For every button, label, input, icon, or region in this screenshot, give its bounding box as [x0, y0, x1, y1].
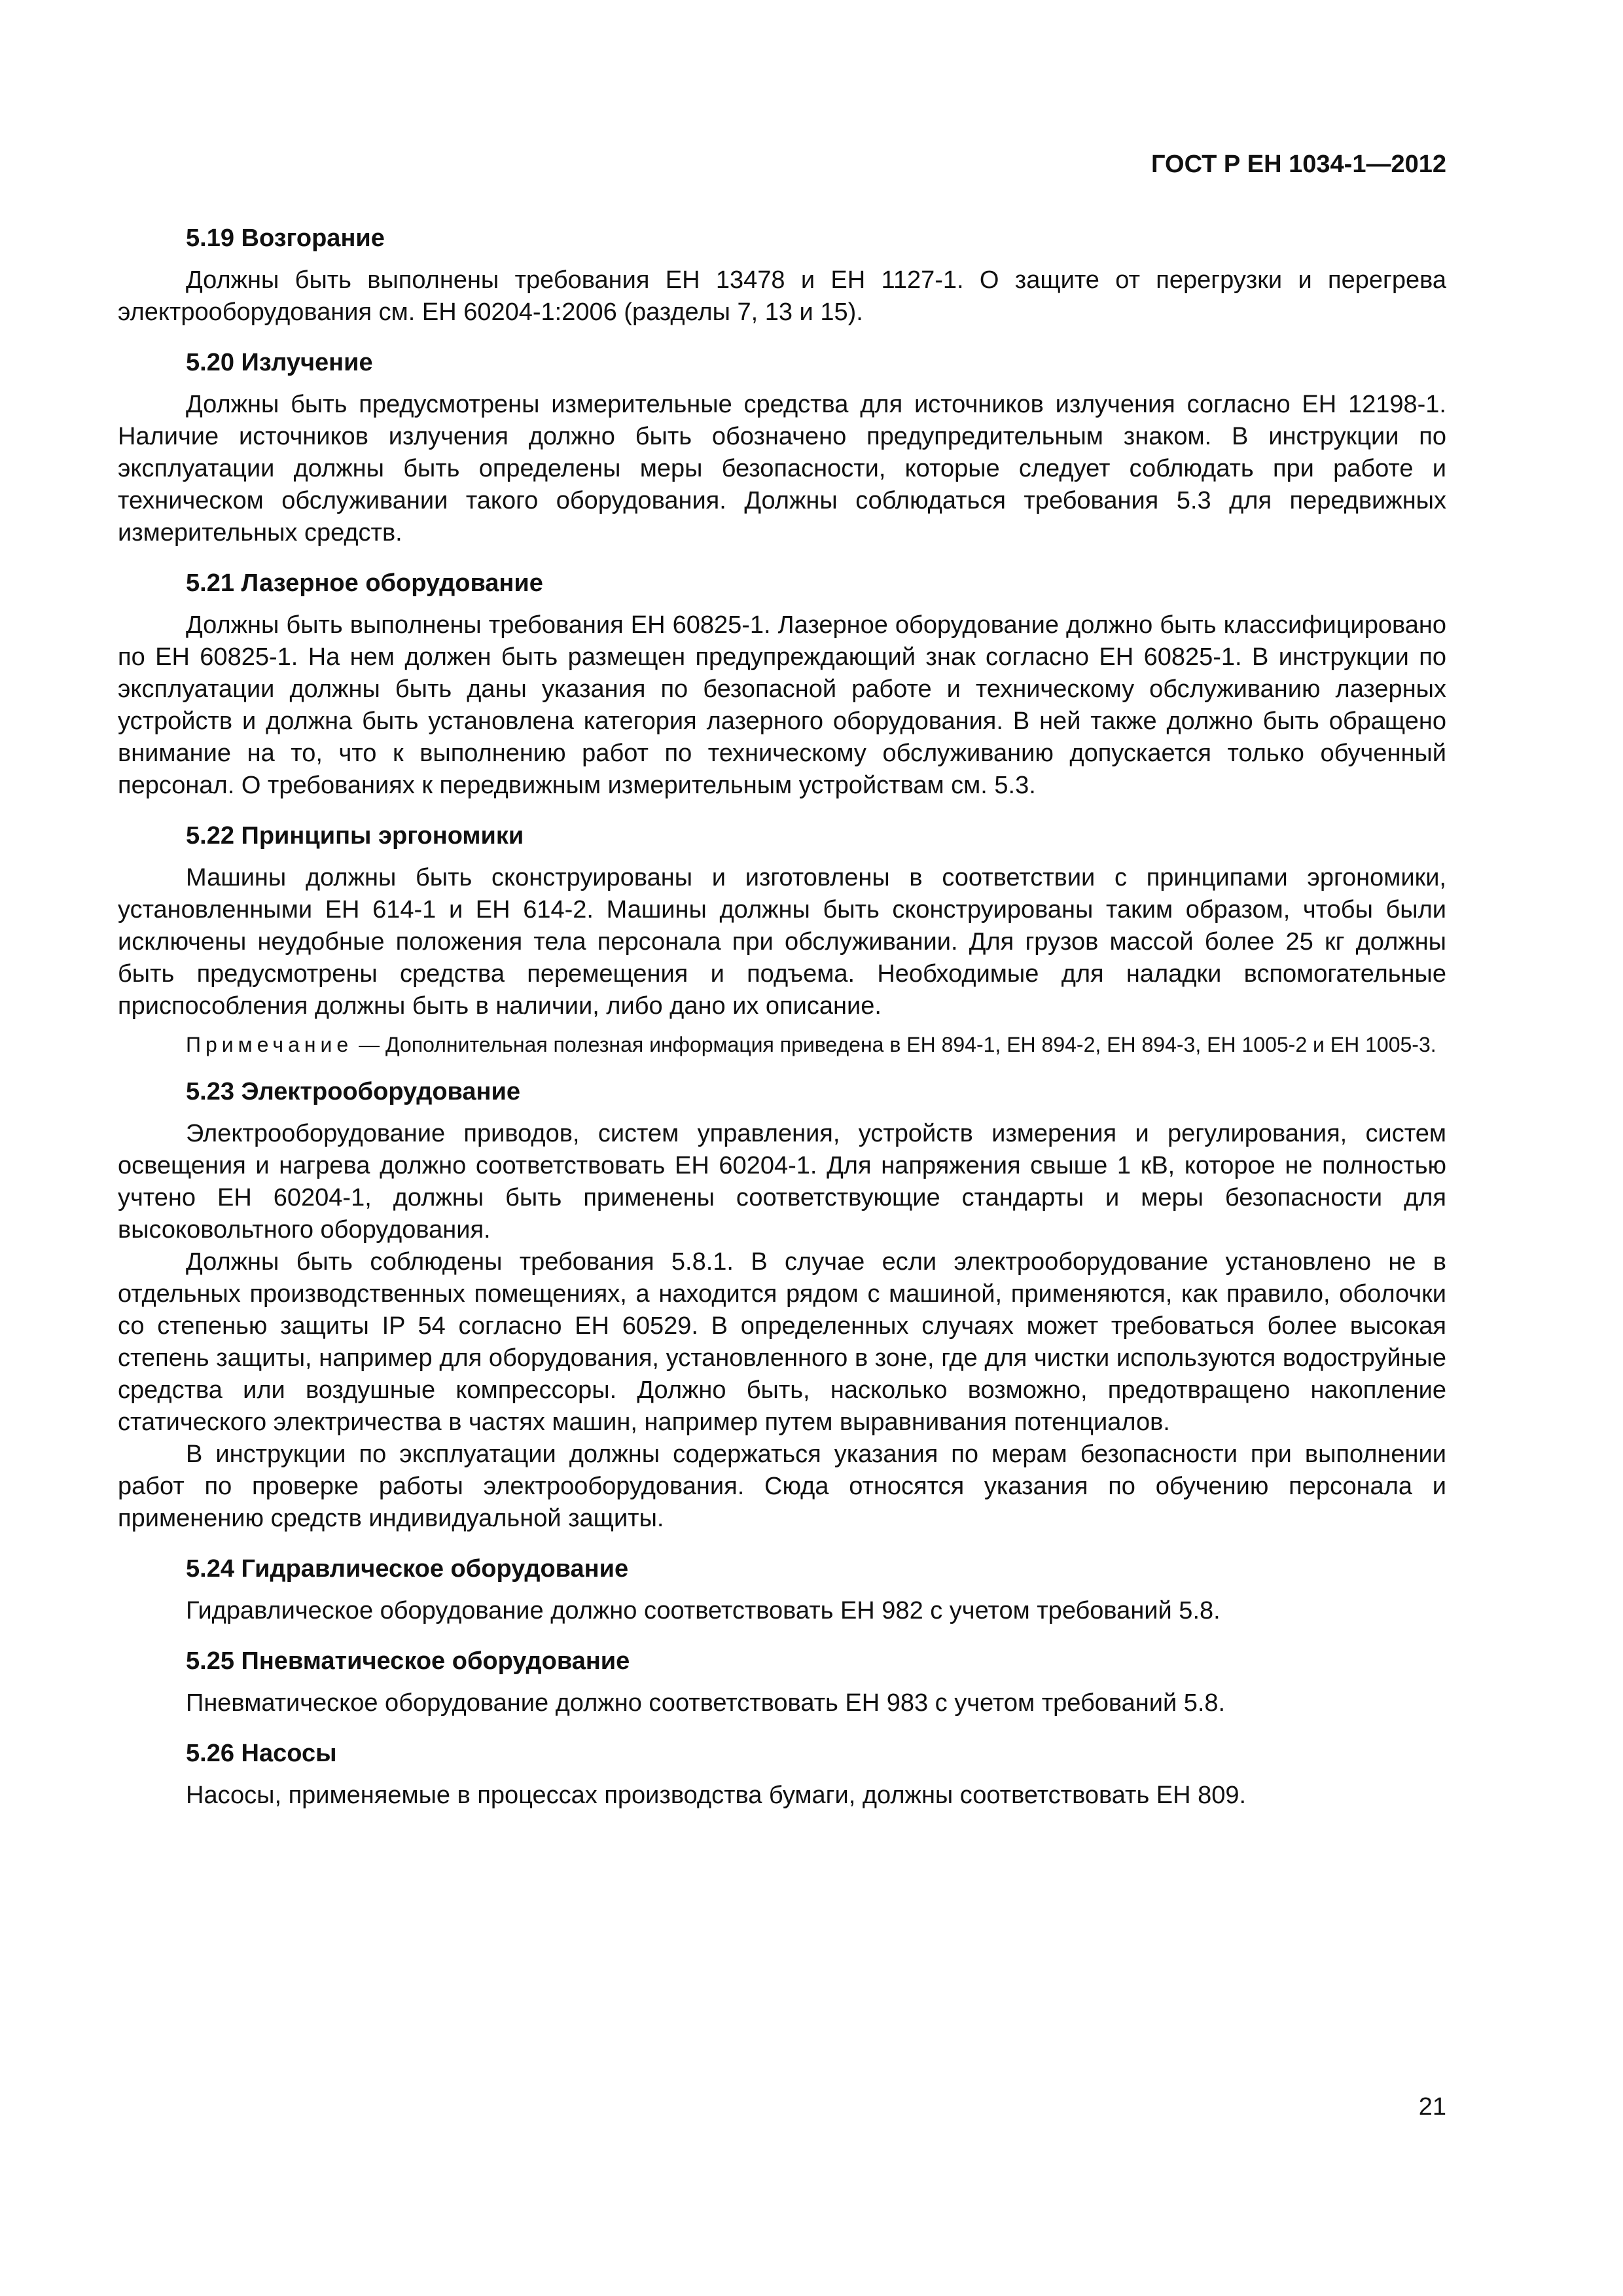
section-5-24 [118, 1551, 1446, 1627]
paragraph: Должны быть соблюдены требования 5.8.1. В случае если электрооборудование установлено не в отдельных производственных помещениях, а находится рядом с машиной, применяются, как правило, оболочки со степенью защиты IP 54 согласно ЕН 60529. В определенных случаях может требоваться более высокая степень защиты, например для оборудования, установленного в зоне, где для чистки используются водоструйные средства или воздушные компрессоры. Должно быть, насколько возможно, предотвращено накопление статического электричества в частях машин, например путем выравнивания потенциалов. [118, 1248, 1446, 1436]
section-heading: 5.22 Принципы эргономики [186, 822, 524, 850]
section-heading: 5.21 Лазерное оборудование [186, 569, 543, 597]
document-body [118, 220, 1446, 1827]
paragraph: Машины должны быть сконструированы и изготовлены в соответствии с принципами эргономики, установленными ЕН 614-1 и ЕН 614-2. Машины должны быть сконструированы таким образом, чтобы были исключены неудобные положения тела персонала при обслуживании. Для грузов массой более 25 кг должны быть предусмотрены средства перемещения и подъема. Необходимые для наладки вспомогательные приспособления должны быть в наличии, либо дано их описание. [118, 864, 1446, 1020]
paragraph: Электрооборудование приводов, систем управления, устройств измерения и регулирования, систем освещения и нагрева должно соответствовать ЕН 60204-1. Для напряжения свыше 1 кВ, которое не полностью учтено ЕН 60204-1, должны быть применены соответствующие стандарты и меры безопасности для высоковольтного оборудования. [118, 1120, 1446, 1244]
section-heading: 5.26 Насосы [186, 1740, 337, 1767]
section-5-21 [118, 565, 1446, 802]
section-5-22 [118, 817, 1446, 1058]
section-5-25 [118, 1643, 1446, 1719]
note [118, 1031, 1446, 1058]
paragraph: Должны быть предусмотрены измерительные средства для источников излучения согласно ЕН 12198-1. Наличие источников излучения должно быть обозначено предупредительным знаком. В инструкции по эксплуатации должны быть определены меры безопасности, которые следует соблюдать при работе и техническом обслуживании такого оборудования. Должны соблюдаться требования 5.3 для передвижных измерительных средств. [118, 391, 1446, 547]
note-label: Примечание [186, 1033, 353, 1056]
section-heading: 5.25 Пневматическое оборудование [186, 1647, 630, 1675]
note-text: — Дополнительная полезная информация приведена в ЕН 894-1, ЕН 894-2, ЕН 894-3, ЕН 1005-2 и ЕН 1005-3. [353, 1033, 1436, 1056]
section-5-26 [118, 1735, 1446, 1812]
section-heading: 5.19 Возгорание [186, 224, 385, 252]
document-id: ГОСТ Р ЕН 1034-1—2012 [1151, 151, 1446, 178]
paragraph: Должны быть выполнены требования ЕН 60825-1. Лазерное оборудование должно быть классифицировано по ЕН 60825-1. На нем должен быть размещен предупреждающий знак согласно ЕН 60825-1. В инструкции по эксплуатации должны быть даны указания по безопасной работе и техническому обслуживанию лазерных устройств и должна быть установлена категория лазерного оборудования. В ней также должно быть обращено внимание на то, что к выполнению работ по техническому обслуживанию допускается только обученный персонал. О требованиях к передвижным измерительным устройствам см. 5.3. [118, 611, 1446, 799]
paragraph: В инструкции по эксплуатации должны содержаться указания по мерам безопасности при выполнении работ по проверке работы электрооборудования. Сюда относятся указания по обучению персонала и применению средств индивидуальной защиты. [118, 1441, 1446, 1532]
paragraph: Гидравлическое оборудование должно соответствовать ЕН 982 с учетом требований 5.8. [186, 1597, 1221, 1624]
section-5-23 [118, 1073, 1446, 1535]
section-heading: 5.20 Излучение [186, 349, 373, 376]
section-heading: 5.23 Электрооборудование [186, 1078, 520, 1105]
page-number: 21 [1418, 2093, 1446, 2121]
section-5-20 [118, 344, 1446, 549]
section-5-19 [118, 220, 1446, 329]
paragraph: Пневматическое оборудование должно соответствовать ЕН 983 с учетом требований 5.8. [186, 1689, 1226, 1717]
paragraph: Должны быть выполнены требования ЕН 13478 и ЕН 1127-1. О защите от перегрузки и перегрева электрооборудования см. ЕН 60204-1:2006 (разделы 7, 13 и 15). [118, 266, 1446, 326]
paragraph: Насосы, применяемые в процессах производства бумаги, должны соответствовать ЕН 809. [186, 1782, 1247, 1809]
section-heading: 5.24 Гидравлическое оборудование [186, 1555, 629, 1583]
